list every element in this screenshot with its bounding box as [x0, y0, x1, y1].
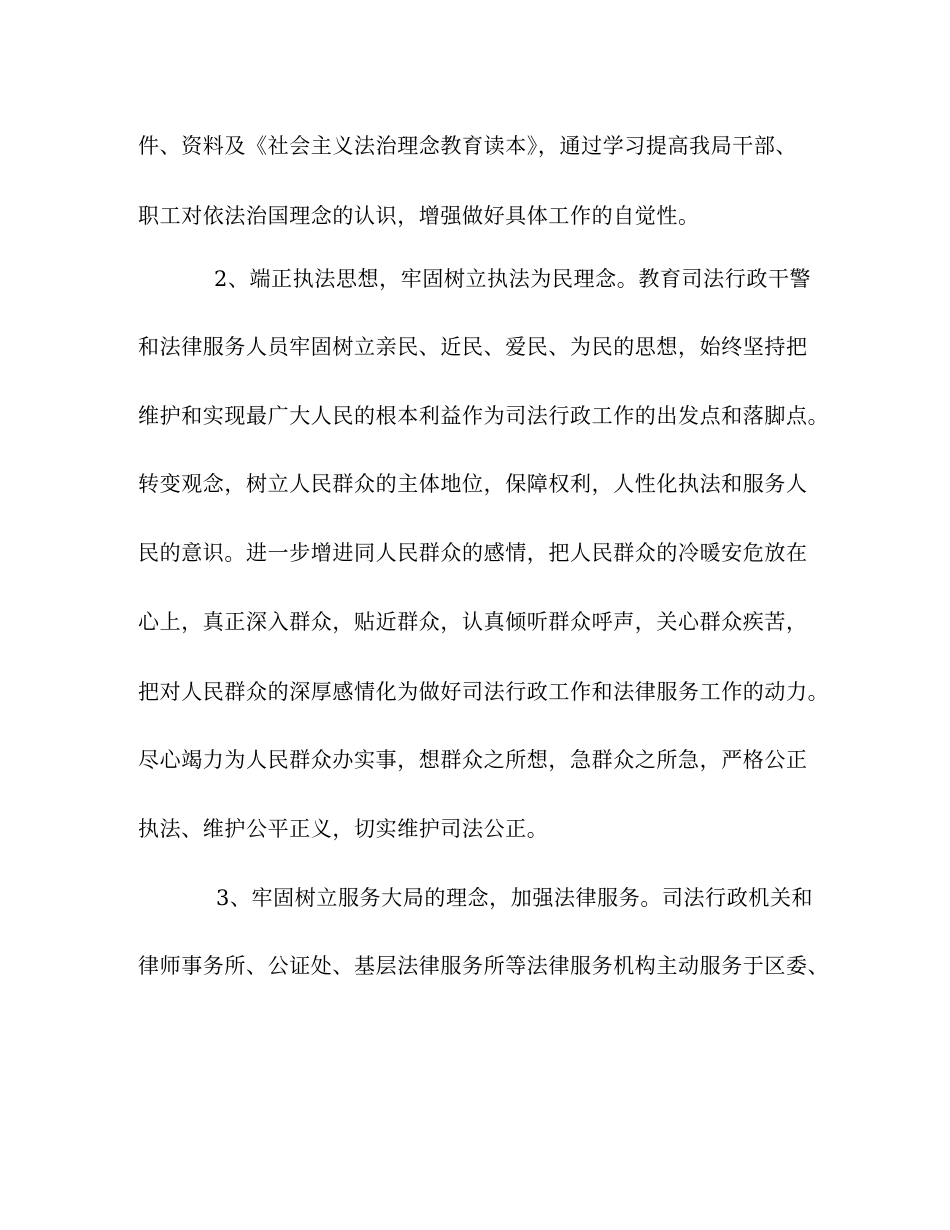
paragraph-line: 3、牢固树立服务大局的理念，加强法律服务。司法行政机关和 — [216, 886, 814, 910]
paragraph-line: 尽心竭力为人民群众办实事，想群众之所想，急群众之所急，严格公正 — [138, 748, 808, 772]
paragraph-line: 维护和实现最广大人民的根本利益作为司法行政工作的出发点和落脚点。 — [138, 404, 830, 428]
paragraph-line: 和法律服务人员牢固树立亲民、近民、爱民、为民的思想，始终坚持把 — [138, 335, 808, 359]
paragraph-line: 执法、维护公平正义，切实维护司法公正。 — [138, 817, 549, 841]
paragraph-line: 职工对依法治国理念的认识，增强做好具体工作的自觉性。 — [138, 204, 700, 228]
paragraph-line: 民的意识。进一步增进同人民群众的感情，把人民群众的冷暖安危放在 — [138, 541, 808, 565]
paragraph-line: 心上，真正深入群众，贴近群众，认真倾听群众呼声，关心群众疾苦， — [138, 610, 808, 634]
paragraph-line: 2、端正执法思想，牢固树立执法为民理念。教育司法行政干警 — [214, 267, 812, 291]
paragraph-line: 转变观念，树立人民群众的主体地位，保障权利，人性化执法和服务人 — [138, 472, 808, 496]
paragraph-line: 把对人民群众的深厚感情化为做好司法行政工作和法律服务工作的动力。 — [138, 680, 830, 704]
paragraph-line: 律师事务所、公证处、基层法律服务所等法律服务机构主动服务于区委、 — [138, 954, 830, 978]
paragraph-line: 件、资料及《社会主义法治理念教育读本》，通过学习提高我局干部、 — [138, 134, 798, 158]
